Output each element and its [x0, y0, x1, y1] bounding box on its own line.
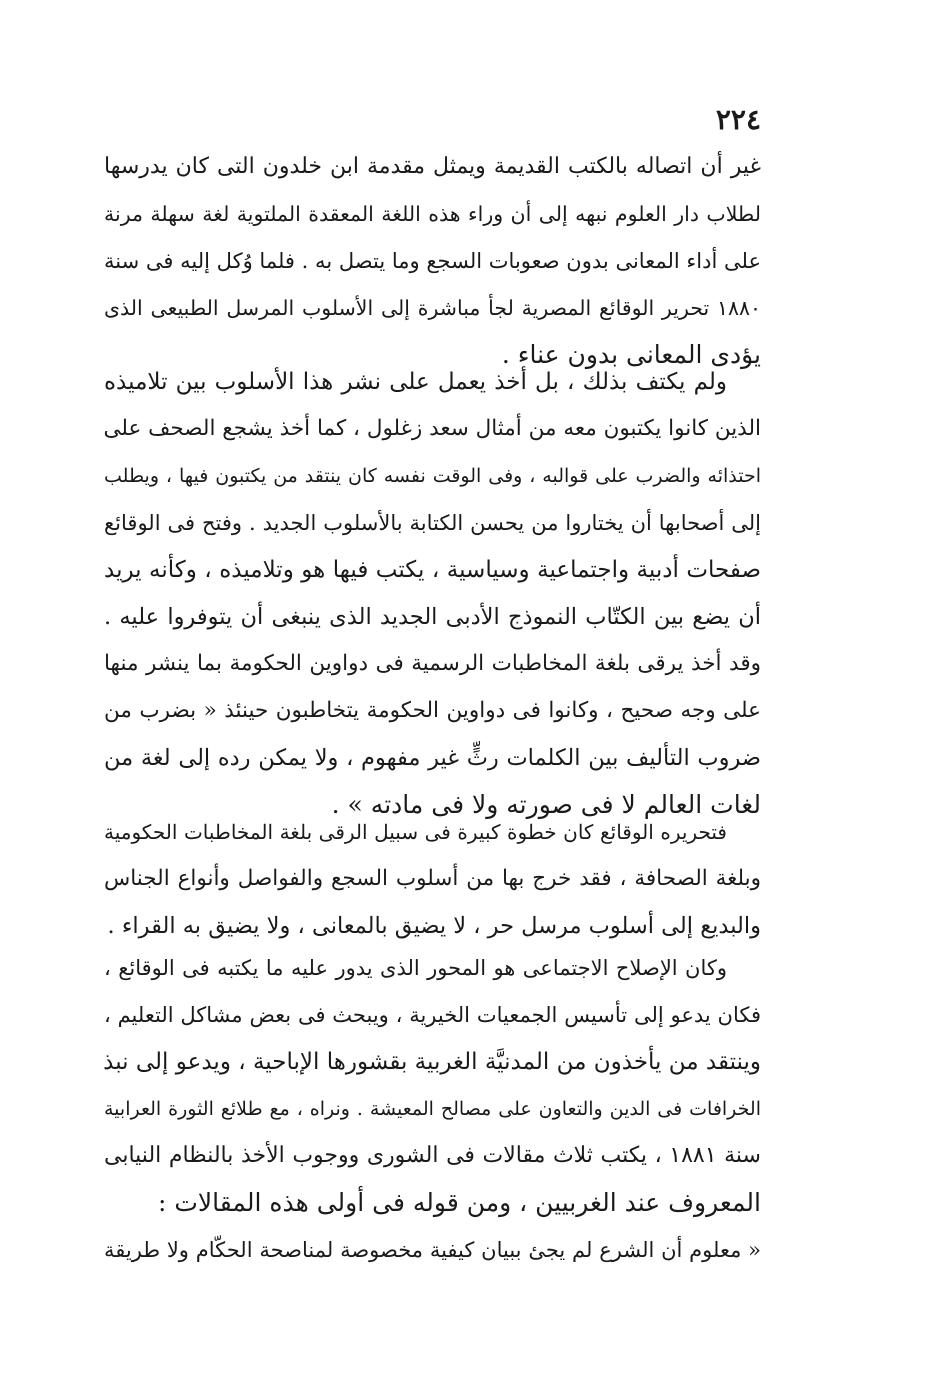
text-line: والبديع إلى أسلوب مرسل حر ، لا يضيق بالمعانى ، ولا يضيق به القراء .	[107, 913, 761, 939]
text-line: على وجه صحيح ، وكانوا فى دواوين الحكومة يتخاطبون حينئذ « بضرب من	[104, 698, 761, 723]
text-line: يؤدى المعانى بدون عناء .	[501, 340, 761, 369]
text-line: الخرافات فى الدين والتعاون على مصالح المعيشة . ونراه ، مع طلائع الثورة العرابية	[104, 1098, 761, 1120]
page-number: ٢٢٤	[715, 103, 761, 136]
text-line: على أداء المعانى بدون صعوبات السجع وما يتصل به . فلما وُكل إليه فى سنة	[104, 249, 761, 273]
text-line: المعروف عند الغربيين ، ومن قوله فى أولى هذه المقالات :	[157, 1188, 761, 1217]
text-line: احتذائه والضرب على قوالبه ، وفى الوقت نفسه كان ينتقد من يكتبون فيها ، ويطلب	[104, 465, 761, 487]
text-line: ١٨٨٠ تحرير الوقائع المصرية لجأ مباشرة إلى الأسلوب المرسل الطبيعى الذى	[104, 296, 761, 320]
text-line: « معلوم أن الشرع لم يجئ ببيان كيفية مخصوصة لمناصحة الحكّام ولا طريقة	[104, 1238, 761, 1262]
text-line: سنة ١٨٨١ ، يكتب ثلاث مقالات فى الشورى ووجوب الأخذ بالنظام النيابى	[104, 1143, 761, 1168]
text-line: صفحات أدبية واجتماعية وسياسية ، يكتب فيها هو وتلاميذه ، وكأنه يريد	[104, 557, 761, 583]
text-line: فتحريره الوقائع كان خطوة كبيرة فى سبيل الرقى بلغة المخاطبات الحكومية	[104, 820, 727, 844]
text-line: وبلغة الصحافة ، فقد خرج بها من أسلوب السجع والفواصل وأنواع الجناس	[104, 866, 761, 891]
text-line: وينتقد من يأخذون من المدنيَّة الغربية بقشورها الإباحية ، ويدعو إلى نبذ	[103, 1049, 761, 1075]
text-line: أن يضع بين الكتّاب النموذج الأدبى الجديد الذى ينبغى أن يتوفروا عليه .	[104, 604, 761, 630]
text-line: غير أن اتصاله بالكتب القديمة ويمثل مقدمة ابن خلدون التى كان يدرسها	[104, 154, 762, 179]
text-line: الذين كانوا يكتبون معه من أمثال سعد زغلول ، كما أخذ يشجع الصحف على	[103, 416, 761, 441]
text-line: ضروب التأليف بين الكلمات رثٍّ غير مفهوم ، ولا يمكن رده إلى لغة من	[104, 745, 761, 771]
text-line: وقد أخذ يرقى بلغة المخاطبات الرسمية فى دواوين الحكومة بما ينشر منها	[104, 651, 761, 676]
text-line: ولم يكتف بذلك ، بل أخذ يعمل على نشر هذا الأسلوب بين تلاميذه	[104, 369, 727, 395]
text-line: فكان يدعو إلى تأسيس الجمعيات الخيرية ، ويبحث فى بعض مشاكل التعليم ،	[104, 1003, 761, 1027]
text-line: إلى أصحابها أن يختاروا من يحسن الكتابة بالأسلوب الجديد . وفتح فى الوقائع	[104, 511, 761, 535]
text-line: لغات العالم لا فى صورته ولا فى مادته » .	[331, 790, 761, 819]
text-line: لطلاب دار العلوم نبهه إلى أن وراء هذه اللغة المعقدة الملتوية لغة سهلة مرنة	[104, 202, 761, 226]
text-line: وكان الإصلاح الاجتماعى هو المحور الذى يدور عليه ما يكتبه فى الوقائع ،	[104, 956, 727, 980]
